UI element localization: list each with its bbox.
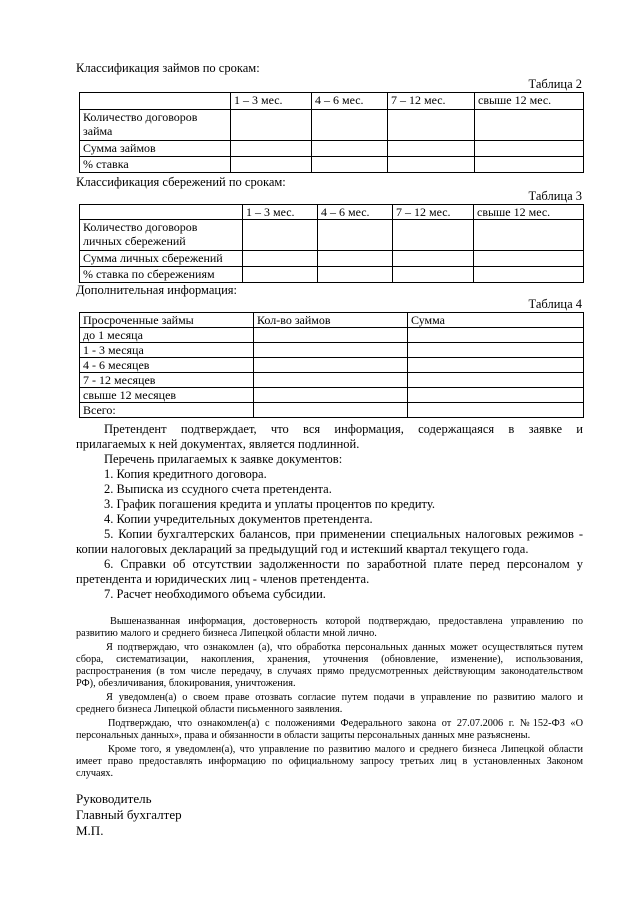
table2-row-label: Сумма займов [80, 141, 231, 157]
consent-paragraph-line: Я уведомлен(а) о своем праве отозвать согласие путем подачи в управление по развитию малого и [106, 692, 583, 703]
table2-header-cell: 1 – 3 мес. [231, 93, 312, 110]
table4-row-label: 1 - 3 месяца [80, 343, 254, 358]
table2-header-cell [80, 93, 231, 110]
table-cell [408, 358, 584, 373]
consent-paragraph-line: РФ), обезличивания, блокирования, уничтожения. [76, 678, 296, 689]
table-cell [312, 110, 388, 141]
table-cell [231, 157, 312, 173]
table-cell [393, 267, 474, 283]
table2-header-cell: 4 – 6 мес. [312, 93, 388, 110]
table-row [80, 388, 584, 403]
table-cell [254, 403, 408, 418]
table3-header-cell [80, 205, 243, 220]
table3-header-cell: 4 – 6 мес. [318, 205, 393, 220]
consent-paragraph-line: Подтверждаю, что ознакомлен(а) с положениями Федерального закона от 27.07.2006 г. №152-ФЗ «О [108, 718, 583, 729]
table-row [80, 267, 584, 283]
table-cell [408, 328, 584, 343]
table3-heading: Классификация сбережений по срокам: [76, 175, 286, 189]
table3-row-label: Сумма личных сбережений [80, 251, 243, 267]
table2-header-cell: 7 – 12 мес. [388, 93, 475, 110]
table3-row-label: Количество договоров личных сбережений [80, 220, 243, 251]
document-list-item: 7. Расчет необходимого объема субсидии. [104, 587, 326, 601]
table-row [80, 343, 584, 358]
table-row [80, 373, 584, 388]
table3-header-row [80, 205, 584, 220]
document-list-item: 3. График погашения кредита и уплаты процентов по кредиту. [104, 497, 435, 511]
table-cell [318, 251, 393, 267]
table-cell [318, 267, 393, 283]
table4-row-label: до 1 месяца [80, 328, 254, 343]
table4-row-label: 4 - 6 месяцев [80, 358, 254, 373]
table2-caption: Таблица 2 [528, 77, 582, 91]
table-cell [231, 110, 312, 141]
table-cell [318, 220, 393, 251]
table4-row-label: Всего: [80, 403, 254, 418]
consent-paragraph-line: Кроме того, я уведомлен(а), что управление по развитию малого и среднего бизнеса Липецкой области [108, 744, 583, 755]
table-cell [408, 403, 584, 418]
table4-header-row [80, 313, 584, 328]
document-list-title: Перечень прилагаемых к заявке документов: [104, 452, 343, 466]
table-row [80, 328, 584, 343]
table-row [80, 403, 584, 418]
document-list-item: 4. Копии учредительных документов претендента. [104, 512, 373, 526]
table3-header-cell: свыше 12 мес. [474, 205, 584, 220]
table2-header-cell: свыше 12 мес. [475, 93, 584, 110]
consent-paragraph-line: распространения (в том числе передачу, в случаях прямо предусмотренных действующим законодательством [76, 666, 583, 677]
table-cell [474, 267, 584, 283]
table-cell [388, 110, 475, 141]
table2-header-row [80, 93, 584, 110]
table-cell [393, 251, 474, 267]
signature-head: Руководитель [76, 791, 152, 806]
table3 [79, 204, 584, 283]
table-cell [231, 141, 312, 157]
table-cell [475, 157, 584, 173]
table2-row-label: Количество договоров займа [80, 110, 231, 141]
table2 [79, 92, 584, 173]
document-list-item: 2. Выписка из ссудного счета претендента. [104, 482, 332, 496]
table2-heading: Классификация займов по срокам: [76, 61, 260, 75]
table-cell [312, 141, 388, 157]
table-cell [393, 220, 474, 251]
table3-row-label: % ставка по сбережениям [80, 267, 243, 283]
table-row [80, 110, 584, 141]
confirmation-paragraph-line2: прилагаемых к ней документах, является подлинной. [76, 437, 360, 451]
table3-header-cell: 7 – 12 мес. [393, 205, 474, 220]
table2-row-label: % ставка [80, 157, 231, 173]
document-list-item: копии налоговых деклараций за предыдущий год и истекший квартал текущего года. [76, 542, 529, 556]
table-cell [254, 373, 408, 388]
table-cell [254, 388, 408, 403]
table-row [80, 141, 584, 157]
table-cell [475, 141, 584, 157]
table4-row-label: 7 - 12 месяцев [80, 373, 254, 388]
document-list-item: 1. Копия кредитного договора. [104, 467, 267, 481]
table-cell [312, 157, 388, 173]
seal-label: М.П. [76, 823, 104, 838]
consent-paragraph-line: среднего бизнеса Липецкой области письменного заявления. [76, 704, 343, 715]
table-cell [243, 251, 318, 267]
consent-paragraph-line: персональных данных», права и обязанности в области защиты персональных данных мне разъяснены. [76, 730, 531, 741]
table-row [80, 157, 584, 173]
table-cell [254, 343, 408, 358]
table4-heading: Дополнительная информация: [76, 283, 237, 297]
table4-header-cell: Сумма [408, 313, 584, 328]
table-row [80, 358, 584, 373]
table-cell [388, 141, 475, 157]
table-cell [388, 157, 475, 173]
table-cell [254, 328, 408, 343]
table3-header-cell: 1 – 3 мес. [243, 205, 318, 220]
table4-header-cell: Кол-во займов [254, 313, 408, 328]
document-list-item: 5. Копии бухгалтерских балансов, при применении специальных налоговых режимов - [104, 527, 583, 541]
table-cell [408, 388, 584, 403]
table-row [80, 251, 584, 267]
table-cell [475, 110, 584, 141]
table-cell [408, 343, 584, 358]
table-cell [243, 267, 318, 283]
table-cell [474, 220, 584, 251]
confirmation-paragraph-line1: Претендент подтверждает, что вся информация, содержащаяся в заявке и [104, 422, 583, 436]
consent-paragraph-line: Я подтверждаю, что ознакомлен (а), что обработка персональных данных может осуществляться путем [106, 642, 583, 653]
table4 [79, 312, 584, 418]
consent-paragraph-line: развитию малого и среднего бизнеса Липецкой области мной лично. [76, 628, 377, 639]
table-cell [243, 220, 318, 251]
table-row [80, 220, 584, 251]
consent-paragraph-line: случаях. [76, 768, 114, 779]
table4-row-label: свыше 12 месяцев [80, 388, 254, 403]
table-cell [408, 373, 584, 388]
consent-paragraph-line: сбора, систематизации, накопления, хранения, уточнения (обновление, изменение), использования, [76, 654, 583, 665]
document-list-item: претендента и юридических лиц - членов претендента. [76, 572, 370, 586]
table4-caption: Таблица 4 [528, 297, 582, 311]
document-list-item: 6. Справки об отсутствии задолженности по заработной плате перед персоналом у [104, 557, 583, 571]
consent-paragraph-line: Вышеназванная информация, достоверность которой подтверждаю, предоставлена управлению по [110, 616, 583, 627]
table-cell [254, 358, 408, 373]
consent-paragraph-line: имеет право предоставлять информацию по официальному запросу третьих лиц в установленных Законом [76, 756, 583, 767]
table3-caption: Таблица 3 [528, 189, 582, 203]
table-cell [474, 251, 584, 267]
signature-accountant: Главный бухгалтер [76, 807, 182, 822]
table4-header-cell: Просроченные займы [80, 313, 254, 328]
